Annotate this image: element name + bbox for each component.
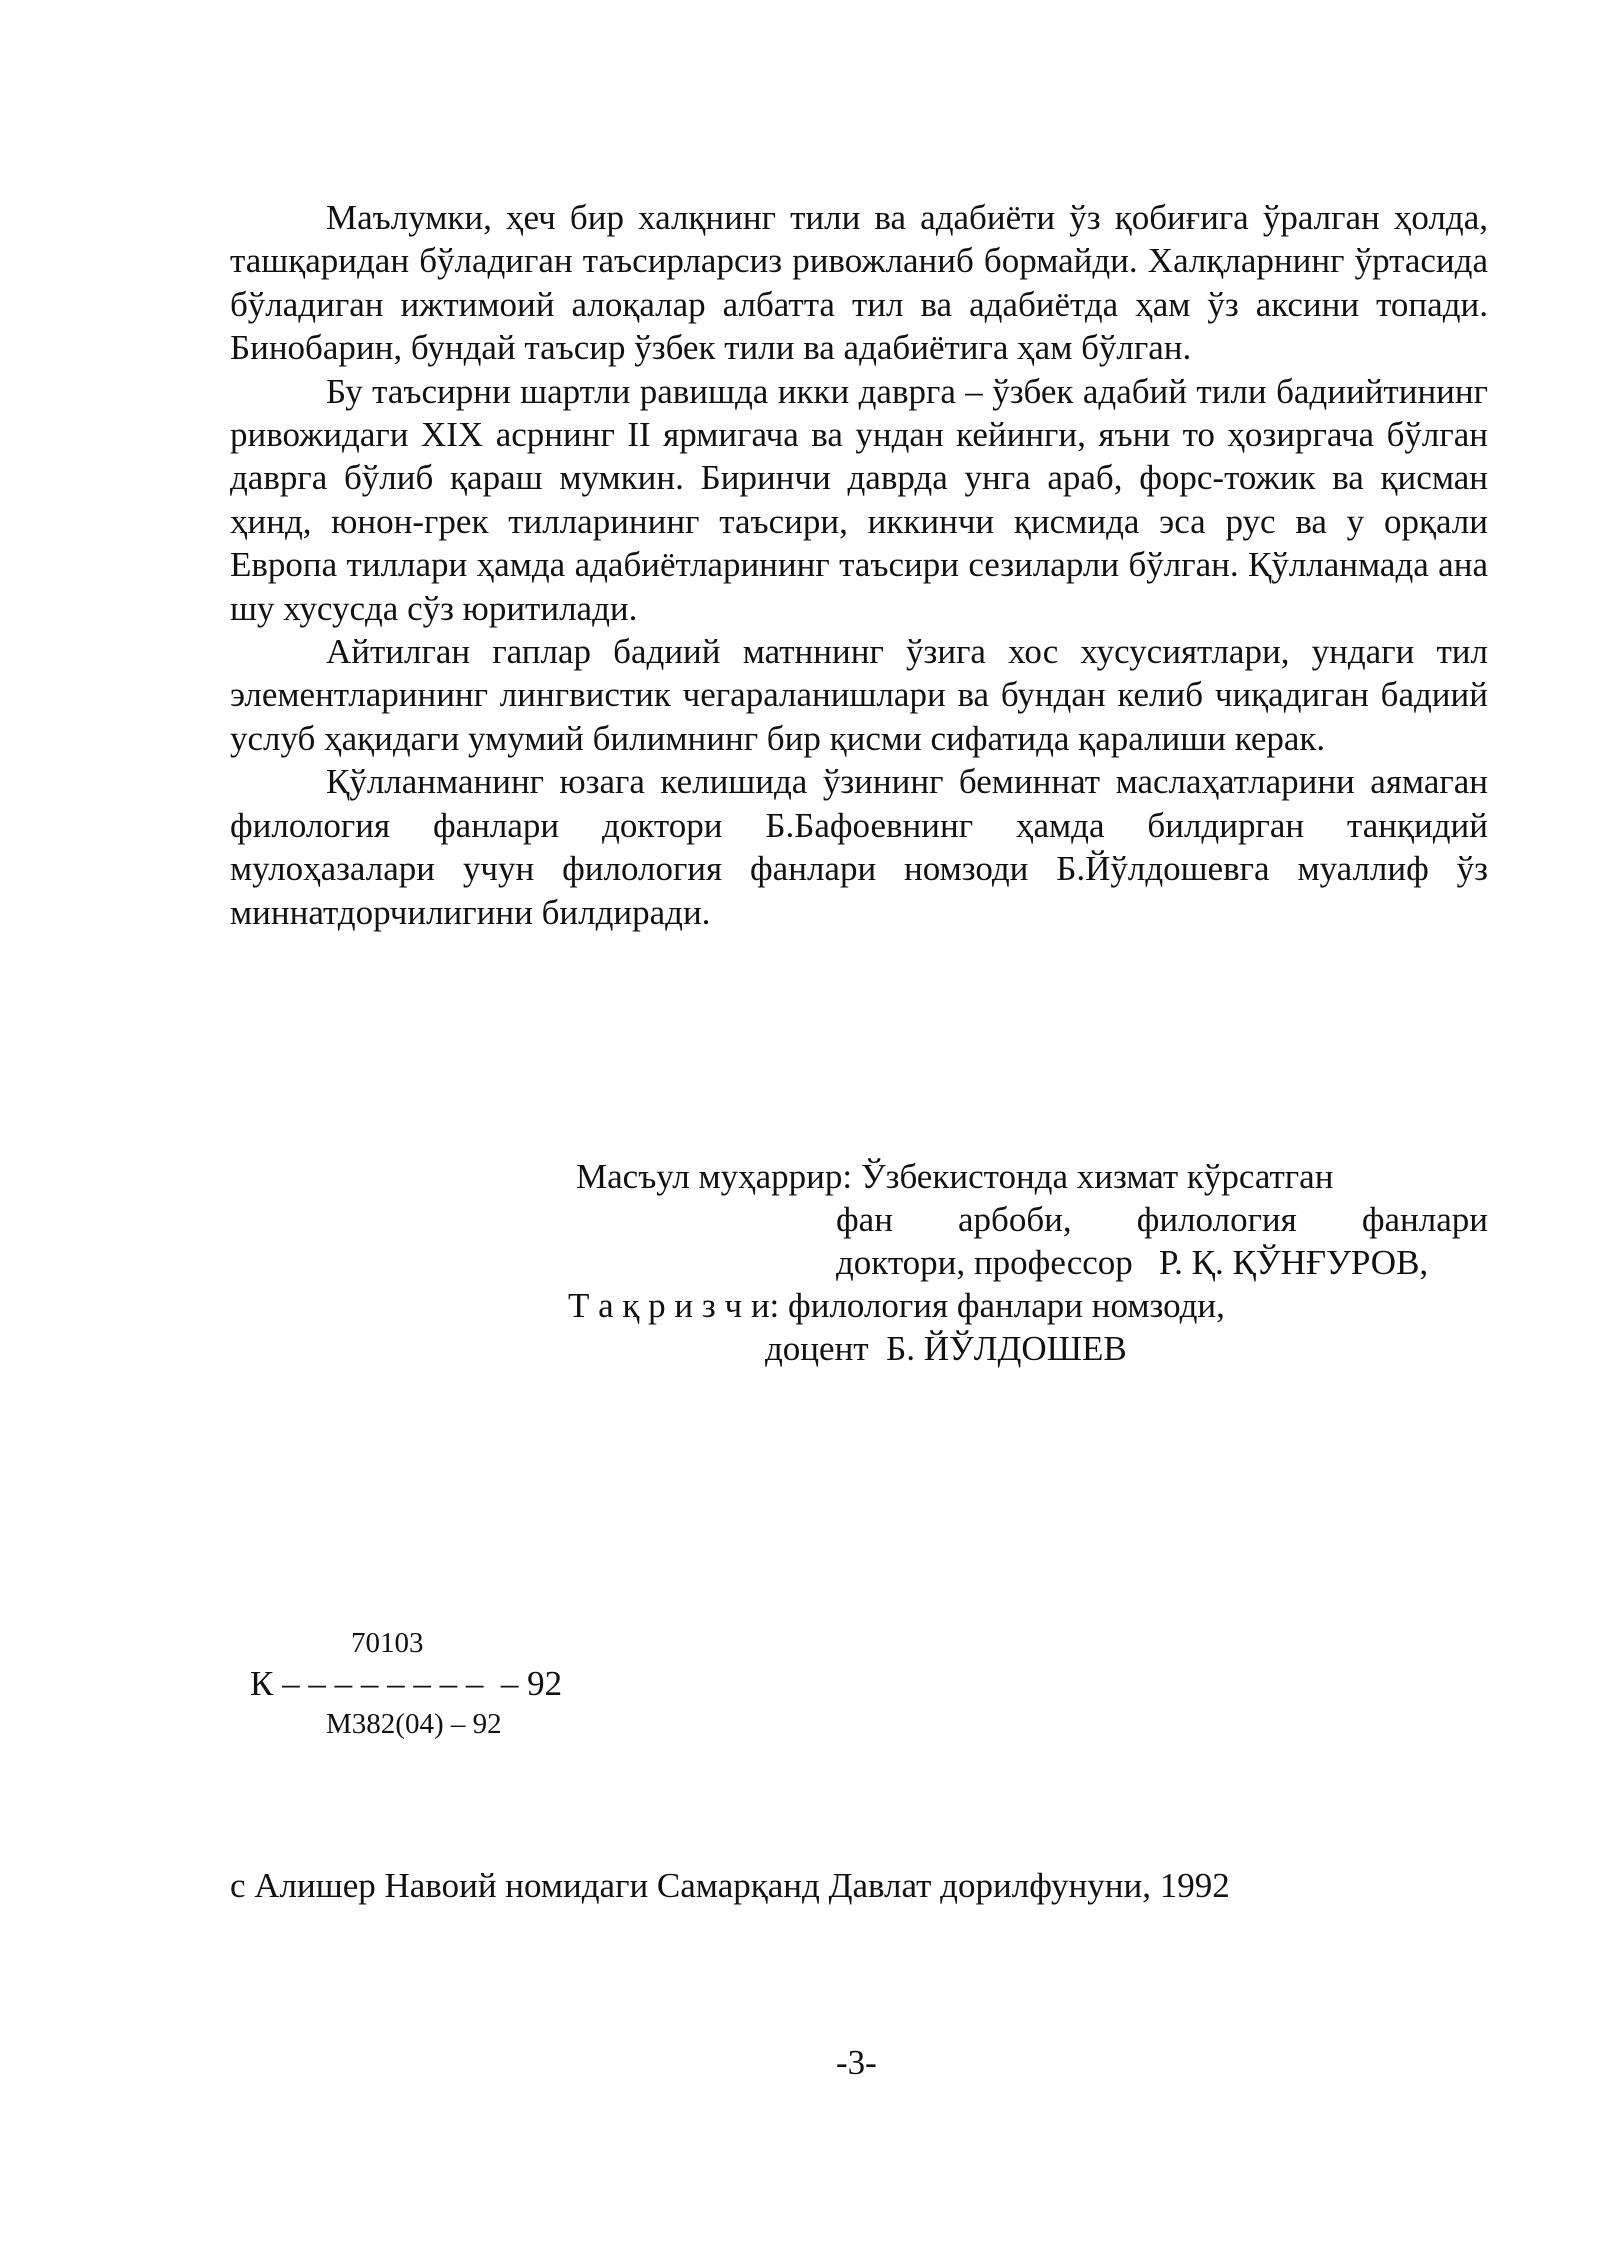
editor-title-word: филология — [1136, 1200, 1297, 1239]
catalog-code-bottom: М382(04) – 92 — [326, 1708, 502, 1740]
page-number: -3- — [836, 2043, 877, 2082]
reviewer-line: Т а қ р и з ч и: филология фанлари номзоди, — [568, 1286, 1225, 1325]
catalog-code-top: 70103 — [351, 1627, 424, 1659]
editor-title-word: фанлари — [1361, 1200, 1488, 1239]
reviewer-name-line: доцент Б. ЙЎЛДОШЕВ — [765, 1329, 1127, 1368]
preface-text — [230, 196, 1488, 934]
editor-name-line: доктори, профессор Р. Қ. ҚЎНҒУРОВ, — [836, 1243, 1429, 1282]
editor-title-word: арбоби, — [958, 1200, 1072, 1239]
paragraph-2: Бу таъсирни шартли равишда икки даврга – ўзбек адабий тили бадиийтининг ривожидаги XIX асрнинг II ярмигача ва ундан кейинги, яъни то ҳозиргача бўлган даврга бўлиб қараш мумкин. Биринчи даврда унга араб, форс-тожик ва қисман ҳинд, юнон-грек тилларининг таъсири, иккинчи қисмида эса рус ва у орқали Европа тиллари ҳамда адабиётларининг таъсири сезиларли бўлган. Қўлланмада ана шу хусусда сўз юритилади. — [230, 371, 1488, 628]
paragraph-4: Қўлланманинг юзага келишида ўзининг беминнат маслаҳатларини аямаган филология фанлари доктори Б.Бафоевнинг ҳамда билдирган танқидий мулоҳазалари учун филология фанлари номзоди Б.Йўлдошевга муаллиф ўз миннатдорчилигини билдиради. — [230, 762, 1488, 932]
editor-line: Масъул муҳаррир: Ўзбекистонда хизмат кўрсатган — [576, 1157, 1334, 1196]
copyright-line: с Алишер Навоий номидаги Самарқанд Давлат дорилфунуни, 1992 — [230, 1866, 1230, 1905]
paragraph-1: Маълумки, ҳеч бир халқнинг тили ва адабиёти ўз қобиғига ўралган ҳолда, ташқаридан бўладиган таъсирларсиз ривожланиб бормайди. Халқларнинг ўртасида бўладиган ижтимоий алоқалар албатта тил ва адабиётда ҳам ўз аксини топади. Бинобарин, бундай таъсир ўзбек тили ва адабиётига ҳам бўлган. — [230, 198, 1488, 368]
editor-title-line — [836, 1198, 1488, 1241]
catalog-code-middle: К – – – – – – – – – 92 — [250, 1664, 563, 1703]
paragraph-3: Айтилган гаплар бадиий матннинг ўзига хос хусусиятлари, ундаги тил элементларининг лингвистик чегараланишлари ва бундан келиб чиқадиган бадиий услуб ҳақидаги умумий билимнинг бир қисми сифатида қаралиши керак. — [230, 632, 1488, 758]
editor-title-word: фан — [836, 1200, 893, 1239]
